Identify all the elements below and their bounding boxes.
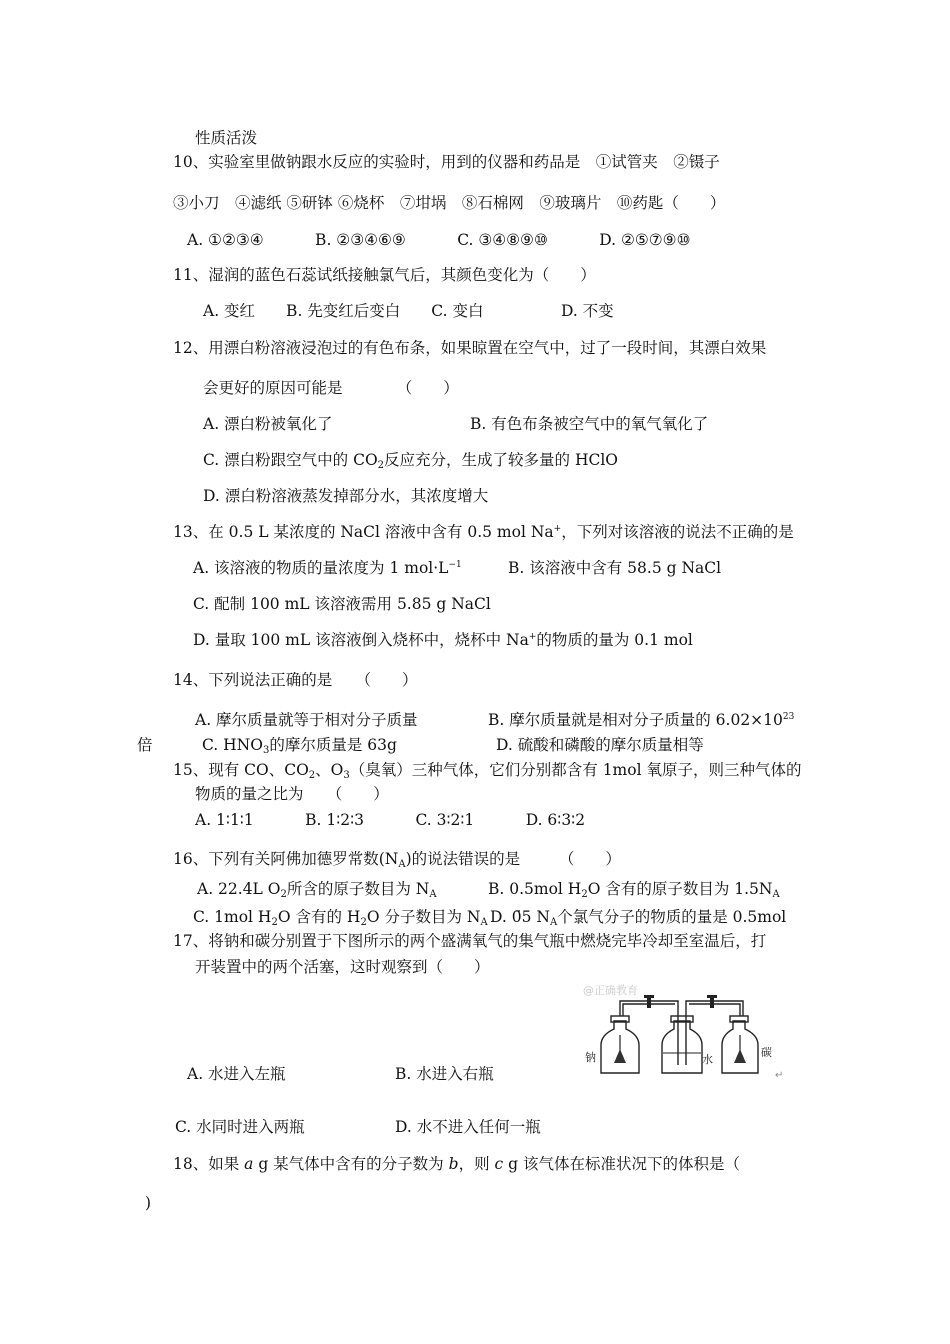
q11-stem: 11、湿润的蓝色石蕊试纸接触氯气后，其颜色变化为（ ） (173, 266, 596, 284)
right-stopcock-handle (707, 995, 717, 998)
right-connecting-tube (686, 1001, 743, 1065)
q14-option-b: B. 摩尔质量就是相对分子质量的 $6.02\times 10^{23}$ (488, 711, 795, 729)
q16-stem: 16、下列有关阿佛加德罗常数$(N_A)$的说法错误的是 （ ） (173, 850, 621, 870)
q16-option-a: A. 22.4L $O_2$所含的原子数目为 $N_A$ (197, 880, 437, 900)
q15-stem-line2: 物质的量之比为 （ ） (195, 785, 389, 803)
q17-option-b: B. 水进入右瓶 (395, 1065, 494, 1083)
q13-option-d: D. 量取 100 mL 该溶液倒入烧杯中，烧杯中 Na+的物质的量为 0.1 mol (193, 631, 693, 649)
q17-stem-line2: 开装置中的两个活塞，这时观察到（ ） (195, 958, 490, 976)
q12-stem-line2: 会更好的原因可能是 （ ） (203, 379, 459, 397)
label-water: 水 (702, 1053, 713, 1066)
left-stopcock-handle (644, 995, 654, 998)
q13-stem: 13、在 0.5 L 某浓度的 NaCl 溶液中含有 0.5 mol Na+，下列对该溶液的说法不正确的是 (173, 523, 794, 541)
q17-option-c: C. 水同时进入两瓶 (175, 1118, 305, 1136)
q14-stem: 14、下列说法正确的是 （ ） (173, 671, 418, 689)
q16-option-d: D. 0̄5 $N_A$个氯气分子的物质的量是 0.5mol (490, 908, 787, 928)
q10-stem: 10、实验室里做钠跟水反应的实验时，用到的仪器和药品是 ①试管夹 ②镊子 (173, 153, 720, 171)
carbon-sample (734, 1049, 746, 1063)
q9-tail: 性质活泼 (195, 129, 258, 147)
q12-option-c: C. 漂白粉跟空气中的 $CO_2$反应充分，生成了较多量的 HClO (203, 451, 619, 471)
q14-option-c: C. $HNO_3$的摩尔质量是 63g (202, 736, 397, 756)
q16-option-b: B. 0.5mol $H_2O$ 含有的原子数目为 $1.5N_A$ (488, 880, 780, 900)
q16-option-c: C. 1mol $H_2O$ 含有的 $H_2O$ 分子数目为 $N_A$ (193, 908, 488, 928)
q18-stem-line2: ) (145, 1194, 152, 1212)
q15-options: A. 1∶1∶1 B. 1∶2∶3 C. 3∶2∶1 D. 6∶3∶2 (195, 811, 586, 829)
q10-stem-line2: ③小刀 ④滤纸 ⑤研钵 ⑥烧杯 ⑦坩埚 ⑧石棉网 ⑨玻璃片 ⑩药匙（ ） (173, 194, 726, 212)
right-tube-inner (689, 1004, 740, 1016)
q14-option-b-tail: 倍 (137, 736, 153, 754)
middle-bottle (662, 1021, 702, 1073)
figure-watermark: @正确教育 (583, 984, 638, 997)
q14-option-d: D. 硫酸和磷酸的摩尔质量相等 (496, 736, 704, 754)
q18-stem: 18、如果 a g 某气体中含有的分子数为 b，则 c g 该气体在标准状况下的体积是（ (173, 1155, 740, 1173)
q15-stem: 15、现有 CO、$CO_2$、$O_3$（臭氧）三种气体，它们分别都含有 1mol 氧原子，则三种气体的 (173, 761, 802, 781)
q13-option-b: B. 该溶液中含有 58.5 g NaCl (508, 559, 722, 577)
left-connecting-tube (620, 1001, 678, 1065)
q13-option-a: A. 该溶液的物质的量浓度为 1 $mol\cdot L^{-1}$ (193, 559, 462, 577)
q12-option-a: A. 漂白粉被氧化了 (203, 415, 333, 433)
q12-stem: 12、用漂白粉溶液浸泡过的有色布条，如果晾置在空气中，过了一段时间，其漂白效果 (173, 339, 767, 357)
q17-option-d: D. 水不进入任何一瓶 (395, 1118, 541, 1136)
q14-option-a: A. 摩尔质量就等于相对分子质量 (195, 711, 418, 729)
label-sodium: 钠 (585, 1051, 596, 1064)
q17-stem: 17、将钠和碳分别置于下图所示的两个盛满氧气的集气瓶中燃烧完毕冷却至室温后，打 (173, 932, 767, 950)
q10-options: A. ①②③④ B. ②③④⑥⑨ C. ③④⑧⑨⑩ D. ②⑤⑦⑨⑩ (187, 231, 691, 249)
gas-bottle-apparatus-figure (583, 983, 793, 1081)
q11-options: A. 变红 B. 先变红后变白 C. 变白 D. 不变 (203, 302, 614, 320)
q12-option-b: B. 有色布条被空气中的氧气氧化了 (470, 415, 709, 433)
q12-option-d: D. 漂白粉溶液蒸发掉部分水，其浓度增大 (203, 487, 489, 505)
q13-option-c: C. 配制 100 mL 该溶液需用 5.85 g NaCl (193, 595, 491, 613)
q17-option-a: A. 水进入左瓶 (187, 1065, 286, 1083)
sodium-sample (614, 1049, 626, 1063)
label-carbon: 碳 (761, 1046, 772, 1059)
paragraph-mark: ↵ (775, 1070, 784, 1081)
